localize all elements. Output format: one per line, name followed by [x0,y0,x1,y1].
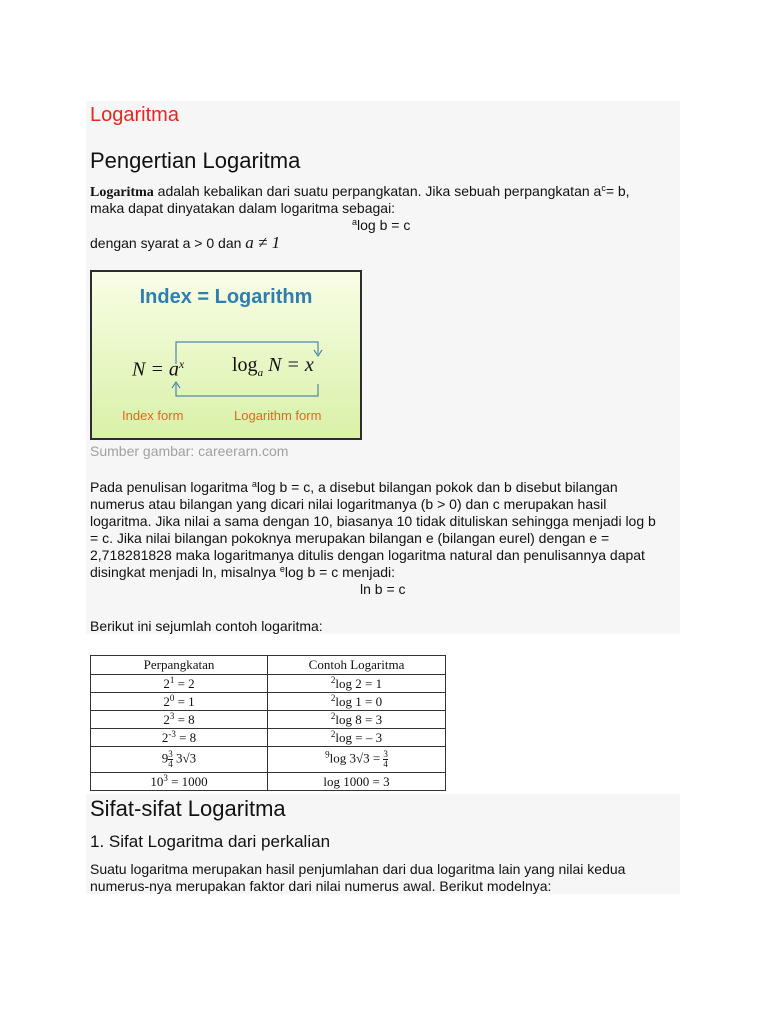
ln-formula: ln b = c [360,581,406,597]
table-cell: $^2$log = – 3 [268,729,446,747]
table-header-row [91,656,446,675]
para-line-6: disingkat menjadi ln, misalnya $^e$log b = c menjadi: [90,564,396,580]
table-cell: log 1000 = 3 [268,773,446,791]
para-line-1: Pada penulisan logaritma $^a$log b = c, a disebut bilangan pokok dan b disebut bilangan [90,479,618,495]
sifat-para-line-1: Suatu logaritma merupakan hasil penjumlahan dari dua logaritma lain yang nilai kedua [90,861,626,877]
table-cell: $2^3 = 8$ [91,711,268,729]
figure-title: Index = Logarithm [139,286,313,308]
log-form-formula: $\log_a N = x$ [232,354,314,379]
intro-line-1: Logaritma adalah kebalikan dari suatu perpangkatan. Jika sebuah perpangkatan $a^c= b$, [90,183,630,200]
log-definition-formula: $^a$log b = c [352,217,411,233]
index-form-label: Index form [122,408,184,423]
table-cell: $10^3 = 1000$ [91,773,268,791]
subsection-heading-perkalian: 1. Sifat Logaritma dari perkalian [90,832,331,851]
section-heading-pengertian: Pengertian Logaritma [90,148,301,173]
table-cell: $2^0 = 1$ [91,693,268,711]
table-row [91,675,446,693]
table-row [91,711,446,729]
table-header-cell: Contoh Logaritma [268,656,446,675]
table-header-cell: Perpangkatan [91,656,268,675]
sifat-para-line-2: numerus-nya merupakan faktor dari nilai numerus awal. Berikut modelnya: [90,878,552,894]
para-line-5: 2,718281828 maka logaritmanya ditulis dengan logaritma natural dan penulisannya dapat [90,547,645,563]
page-title: Logaritma [90,104,179,126]
intro-line-2: maka dapat dinyatakan dalam logaritma sebagai: [90,200,396,216]
para-line-3: logaritma. Jika nilai a sama dengan 10, biasanya 10 tidak dituliskan sehingga menjadi log b [90,513,656,529]
table-row [91,747,446,773]
table-row [91,693,446,711]
para-line-2: numerus atau bilangan yang dicari nilai logaritmanya (b > 0) dan c merupakan hasil [90,496,607,512]
section-heading-sifat: Sifat-sifat Logaritma [90,796,286,821]
image-caption: Sumber gambar: careerarn.com [90,443,289,459]
para-line-4: = c. Jika nilai bilangan pokoknya merupakan bilangan e (bilangan eurel) dengan e = [90,530,610,546]
table-row [91,773,446,791]
table-row [91,729,446,747]
logarithm-form-label: Logarithm form [234,408,322,423]
table-cell: $2^1 = 2$ [91,675,268,693]
table-cell: $^2$log 2 = 1 [268,675,446,693]
table-cell: $^2$log 8 = 3 [268,711,446,729]
table-cell: $^9$log 3√3 = $\frac{3}{4}$ [268,747,446,773]
condition-line: dengan syarat a > 0 dan a ≠ 1 [90,233,281,252]
examples-intro: Berikut ini sejumlah contoh logaritma: [90,618,323,634]
condition-formula: a ≠ 1 [245,233,281,252]
table-cell: $2^{-3} = 8$ [91,729,268,747]
index-form-formula: $N = a^x$ [132,357,185,381]
log-examples-table [90,655,446,791]
table-cell: $^2$log 1 = 0 [268,693,446,711]
index-logarithm-figure [90,270,362,440]
table-cell: 9 $\frac{3}{4}$ 3√3 [91,747,268,773]
intro-bold-term: Logaritma [90,185,154,200]
